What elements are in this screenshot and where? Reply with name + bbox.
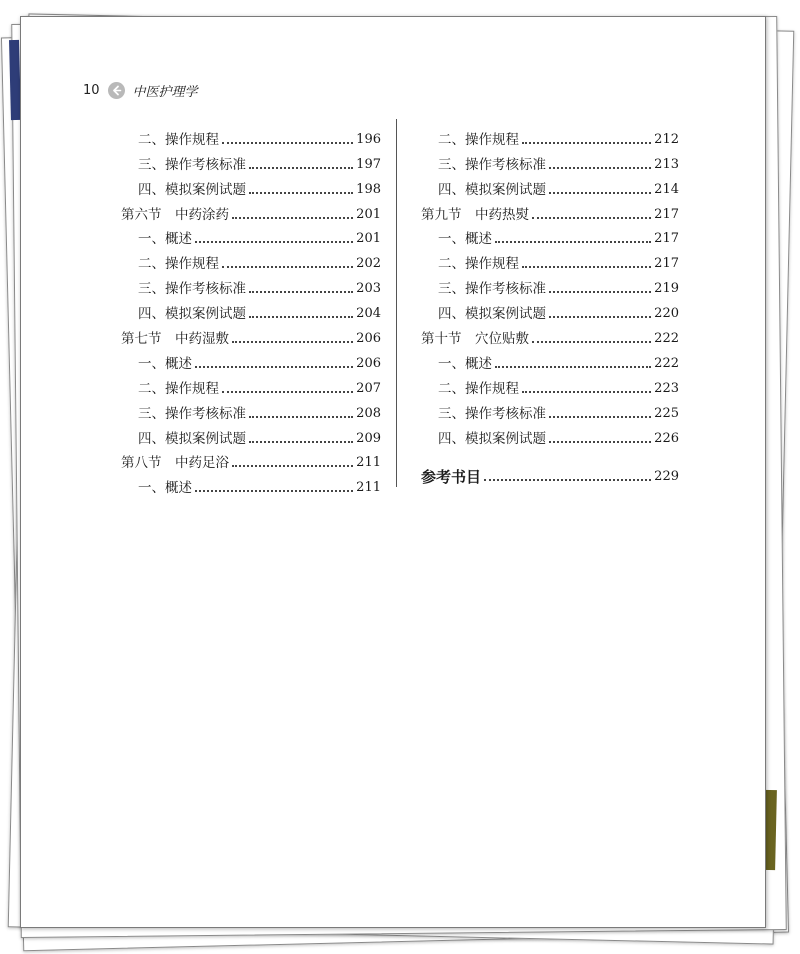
toc-entry-title: 参考书目 <box>421 468 482 487</box>
toc-page <box>20 16 766 928</box>
toc-subsection-entry[interactable] <box>121 173 381 198</box>
leader-dots <box>222 142 353 144</box>
toc-entry-page: 225 <box>654 405 679 421</box>
toc-entry-page: 217 <box>654 256 679 272</box>
toc-entry-title: 四、模拟案例试题 <box>138 181 246 198</box>
toc-entry-page: 212 <box>654 131 679 147</box>
toc-subsection-entry[interactable] <box>421 123 679 148</box>
back-arrow-icon <box>108 82 125 99</box>
toc-entry-page: 223 <box>654 380 679 396</box>
toc-entry-page: 229 <box>654 469 679 485</box>
toc-entry-title: 四、模拟案例试题 <box>138 306 246 323</box>
toc-entry-page: 198 <box>356 181 381 197</box>
toc-entry-page: 211 <box>356 480 381 496</box>
toc-entry-title: 二、操作规程 <box>438 380 519 397</box>
page-number: 10 <box>83 82 100 98</box>
toc-left-column <box>121 123 381 496</box>
leader-dots <box>549 416 651 418</box>
toc-entry-title: 三、操作考核标准 <box>138 281 246 298</box>
book-title: 中医护理学 <box>132 84 198 100</box>
toc-subsection-entry[interactable] <box>421 173 679 198</box>
toc-entry-page: 219 <box>654 281 679 297</box>
toc-entry-page: 226 <box>654 430 679 446</box>
toc-section-entry[interactable] <box>121 322 381 347</box>
leader-dots <box>549 441 651 443</box>
toc-entry-title: 一、概述 <box>138 480 192 497</box>
toc-subsection-entry[interactable] <box>421 297 679 322</box>
toc-entry-page: 197 <box>356 156 381 172</box>
toc-entry-title: 三、操作考核标准 <box>438 156 546 173</box>
toc-entry-page: 207 <box>356 380 381 396</box>
leader-dots <box>232 341 353 343</box>
toc-subsection-entry[interactable] <box>421 397 679 422</box>
toc-subsection-entry[interactable] <box>421 372 679 397</box>
toc-entry-title: 一、概述 <box>138 231 192 248</box>
toc-entry-page: 214 <box>654 181 679 197</box>
toc-subsection-entry[interactable] <box>121 372 381 397</box>
toc-subsection-entry[interactable] <box>121 123 381 148</box>
leader-dots <box>532 217 651 219</box>
toc-entry-page: 209 <box>356 430 381 446</box>
toc-subsection-entry[interactable] <box>421 247 679 272</box>
toc-subsection-entry[interactable] <box>121 223 381 248</box>
toc-section-entry[interactable] <box>121 198 381 223</box>
leader-dots <box>249 167 353 169</box>
toc-entry-title: 一、概述 <box>438 355 492 372</box>
toc-entry-title: 第八节 中药足浴 <box>121 455 229 472</box>
leader-dots <box>249 291 353 293</box>
toc-section-entry[interactable] <box>421 198 679 223</box>
leader-dots <box>522 142 651 144</box>
toc-right-column <box>421 123 679 485</box>
column-divider <box>396 119 397 487</box>
toc-entry-title: 三、操作考核标准 <box>438 281 546 298</box>
toc-entry-title: 二、操作规程 <box>138 131 219 148</box>
toc-subsection-entry[interactable] <box>121 297 381 322</box>
leader-dots <box>549 167 651 169</box>
leader-dots <box>522 266 651 268</box>
toc-entry-title: 四、模拟案例试题 <box>438 430 546 447</box>
leader-dots <box>249 416 353 418</box>
toc-entry-page: 203 <box>356 281 381 297</box>
leader-dots <box>549 316 651 318</box>
toc-entry-title: 三、操作考核标准 <box>138 405 246 422</box>
toc-subsection-entry[interactable] <box>121 148 381 173</box>
toc-subsection-entry[interactable] <box>121 347 381 372</box>
toc-subsection-entry[interactable] <box>121 272 381 297</box>
toc-subsection-entry[interactable] <box>421 148 679 173</box>
toc-subsection-entry[interactable] <box>121 471 381 496</box>
toc-entry-title: 二、操作规程 <box>138 256 219 273</box>
toc-entry-title: 二、操作规程 <box>138 380 219 397</box>
leader-dots <box>549 291 651 293</box>
toc-subsection-entry[interactable] <box>421 347 679 372</box>
toc-entry-page: 222 <box>654 331 679 347</box>
leader-dots <box>249 316 353 318</box>
leader-dots <box>522 391 651 393</box>
toc-entry-page: 204 <box>356 306 381 322</box>
leader-dots <box>222 266 353 268</box>
toc-entry-page: 211 <box>356 455 381 471</box>
toc-entry-page: 217 <box>654 206 679 222</box>
toc-entry-title: 第九节 中药热熨 <box>421 206 529 223</box>
leader-dots <box>249 192 353 194</box>
toc-entry-page: 196 <box>356 131 381 147</box>
toc-entry-page: 213 <box>654 156 679 172</box>
toc-entry-page: 208 <box>356 405 381 421</box>
toc-entry-title: 一、概述 <box>138 355 192 372</box>
toc-subsection-entry[interactable] <box>121 247 381 272</box>
leader-dots <box>195 241 353 243</box>
toc-entry-page: 220 <box>654 306 679 322</box>
toc-entry-page: 201 <box>356 231 381 247</box>
toc-entry-title: 二、操作规程 <box>438 131 519 148</box>
toc-entry-title: 四、模拟案例试题 <box>138 430 246 447</box>
leader-dots <box>532 341 651 343</box>
toc-entry-title: 三、操作考核标准 <box>438 405 546 422</box>
toc-entry-title: 四、模拟案例试题 <box>438 306 546 323</box>
toc-entry-page: 202 <box>356 256 381 272</box>
leader-dots <box>549 192 651 194</box>
leader-dots <box>195 490 353 492</box>
toc-entry-title: 第七节 中药湿敷 <box>121 331 229 348</box>
leader-dots <box>232 465 353 467</box>
toc-subsection-entry[interactable] <box>421 272 679 297</box>
toc-entry-title: 一、概述 <box>438 231 492 248</box>
toc-entry-page: 222 <box>654 355 679 371</box>
leader-dots <box>222 391 353 393</box>
toc-entry-page: 206 <box>356 355 381 371</box>
leader-dots <box>495 366 651 368</box>
toc-entry-title: 三、操作考核标准 <box>138 156 246 173</box>
toc-subsection-entry[interactable] <box>421 422 679 447</box>
leader-dots <box>484 479 651 481</box>
leader-dots <box>232 217 353 219</box>
leader-dots <box>195 366 353 368</box>
toc-entry-references[interactable] <box>421 461 679 486</box>
toc-section-entry[interactable] <box>121 447 381 472</box>
toc-section-entry[interactable] <box>421 322 679 347</box>
toc-entry-title: 二、操作规程 <box>438 256 519 273</box>
toc-entry-title: 第六节 中药涂药 <box>121 206 229 223</box>
toc-entry-page: 217 <box>654 231 679 247</box>
leader-dots <box>249 441 353 443</box>
toc-subsection-entry[interactable] <box>121 397 381 422</box>
toc-entry-page: 206 <box>356 331 381 347</box>
page-header <box>83 79 198 101</box>
toc-entry-title: 第十节 穴位贴敷 <box>421 331 529 348</box>
toc-subsection-entry[interactable] <box>421 223 679 248</box>
toc-entry-page: 201 <box>356 206 381 222</box>
toc-entry-title: 四、模拟案例试题 <box>438 181 546 198</box>
leader-dots <box>495 241 651 243</box>
toc-subsection-entry[interactable] <box>121 422 381 447</box>
